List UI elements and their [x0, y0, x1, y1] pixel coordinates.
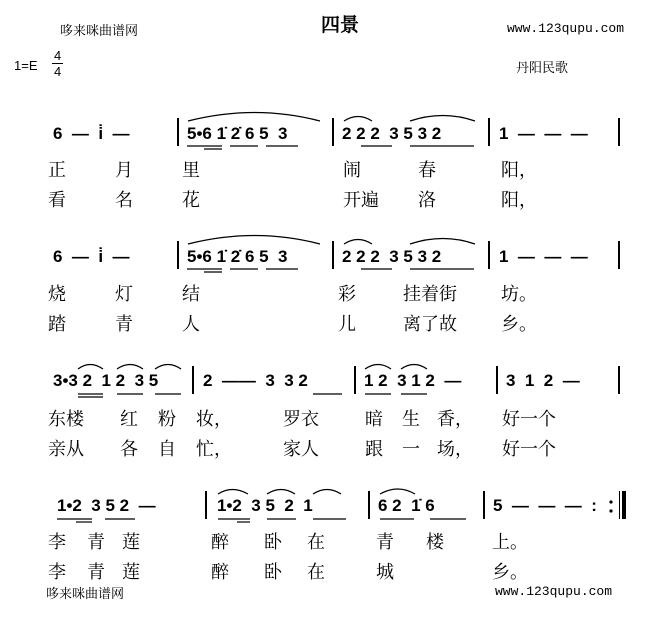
lyric-s4-l1-5: 卧	[264, 532, 282, 553]
lyric-s3-l2-1: 亲从	[48, 439, 84, 460]
slur	[344, 117, 372, 122]
lyric-s4-l2-9: 乡。	[492, 562, 528, 583]
lyric-s3-l1-9: 好一个	[502, 409, 556, 430]
lyric-s2-l2-2: 青	[115, 314, 133, 335]
lyric-s3-l2-8: 场，	[437, 439, 473, 460]
song-origin: 丹阳民歌	[516, 61, 569, 76]
measure-13-notes: 1•2 3 5 2 —	[57, 496, 156, 515]
lyric-s2-l2-1: 踏	[48, 314, 66, 335]
lyric-s4-l2-5: 卧	[264, 562, 282, 583]
slur	[117, 365, 143, 370]
page-title: 四景	[321, 14, 360, 36]
lyric-s2-l1-7: 坊。	[501, 284, 537, 305]
lyric-s4-l1-1: 李	[48, 532, 66, 553]
lyric-s2-l1-1: 烧	[48, 284, 66, 305]
site-url-bottom-right: www.123qupu.com	[495, 584, 613, 599]
slur	[410, 239, 475, 245]
lyric-s1-l2-6: 洛	[418, 190, 436, 211]
measure-1-notes: 6 — i̇ —	[53, 124, 130, 143]
lyric-s2-l2-3: 人	[182, 314, 200, 335]
lyric-s4-l2-6: 在	[307, 562, 325, 583]
lyric-s4-l2-3: 莲	[122, 562, 140, 583]
lyric-s4-l1-6: 在	[307, 532, 325, 553]
measure-8-notes: 1 — — —	[499, 247, 588, 266]
slur	[218, 490, 248, 495]
lyric-s3-l1-4: 妆，	[196, 409, 232, 430]
time-signature-bottom: 4	[54, 64, 62, 79]
measure-3-notes: 2 2 2 3 5 3 2	[342, 124, 442, 143]
lyric-s1-l2-3: 花	[182, 190, 200, 211]
lyric-s4-l1-2: 青	[87, 532, 105, 553]
lyric-s3-l1-2: 红	[120, 409, 138, 430]
measure-10-notes: 2 —— 3 3 2	[203, 371, 308, 390]
lyric-s3-l1-7: 生	[402, 409, 420, 430]
lyric-s1-l2-2: 名	[115, 190, 133, 211]
lyric-s3-l1-3: 粉	[158, 409, 176, 430]
slur	[380, 489, 415, 494]
lyric-s4-l1-8: 楼	[426, 532, 444, 553]
lyric-s1-l2-1: 看	[48, 190, 66, 211]
lyric-s1-l2-7: 阳，	[501, 190, 537, 211]
lyric-s4-l1-3: 莲	[122, 532, 140, 553]
lyric-s1-l1-2: 月	[115, 160, 133, 181]
lyric-s1-l1-1: 正	[48, 160, 66, 181]
measure-14-notes: 1•2 3 5 2 1	[217, 496, 313, 515]
lyric-s1-l1-3: 里	[182, 160, 200, 181]
measure-6-notes: 5•6 1̇ 2̇ 6 5 3	[187, 247, 288, 266]
lyric-s4-l2-7: 城	[376, 562, 394, 583]
lyric-s2-l1-5: 彩	[338, 284, 356, 305]
measure-7-notes: 2 2 2 3 5 3 2	[342, 247, 442, 266]
slur	[188, 113, 320, 122]
measure-15-notes: 6 2 1̇ 6	[378, 496, 435, 515]
lyric-s2-l1-6: 挂着街	[403, 284, 457, 305]
site-name-top-left: 哆来咪曲谱网	[60, 24, 139, 39]
lyric-s3-l2-6: 跟	[365, 439, 383, 460]
lyric-s3-l1-8: 香，	[437, 409, 473, 430]
lyric-s2-l2-7: 乡。	[501, 314, 537, 335]
lyric-s2-l1-3: 结	[182, 284, 200, 305]
lyric-s4-l2-4: 醉	[211, 562, 229, 583]
lyric-s3-l1-6: 暗	[365, 409, 383, 430]
slur	[410, 116, 475, 122]
measure-4-notes: 1 — — —	[499, 124, 588, 143]
lyric-s1-l1-5: 闹	[343, 160, 361, 181]
slur	[188, 236, 320, 245]
lyric-s1-l1-6: 春	[418, 160, 436, 181]
lyric-s3-l2-5: 家人	[283, 439, 319, 460]
lyric-s3-l2-2: 各	[120, 439, 138, 460]
slur	[313, 490, 341, 495]
lyric-s2-l2-5: 儿	[338, 314, 356, 335]
lyric-s3-l1-5: 罗衣	[283, 409, 319, 430]
lyric-s4-l1-4: 醉	[211, 532, 229, 553]
lyric-s3-l2-3: 自	[158, 439, 176, 460]
slur	[344, 240, 372, 245]
lyric-s3-l2-4: 忙，	[196, 439, 232, 460]
lyric-s3-l2-9: 好一个	[502, 439, 556, 460]
site-name-bottom-left: 哆来咪曲谱网	[46, 587, 125, 602]
slur	[267, 490, 295, 495]
measure-5-notes: 6 — i̇ —	[53, 247, 130, 266]
slur	[155, 365, 181, 370]
time-signature-top: 4	[54, 48, 62, 63]
measure-9-notes: 3•3 2 1 2 3 5	[53, 371, 159, 390]
lyric-s4-l2-2: 青	[87, 562, 105, 583]
measure-16-notes: 5 — — — :	[493, 496, 597, 515]
lyric-s4-l1-9: 上。	[492, 532, 528, 553]
lyric-s3-l2-7: 一	[402, 439, 420, 460]
measure-2-notes: 5•6 1̇ 2̇ 6 5 3	[187, 124, 288, 143]
slur	[401, 365, 427, 370]
slur	[78, 365, 103, 370]
lyric-s1-l1-7: 阳，	[501, 160, 537, 181]
lyric-s2-l2-6: 离了故	[403, 314, 457, 335]
site-url-top-right: www.123qupu.com	[507, 21, 625, 36]
key-signature: 1=E	[14, 58, 38, 73]
slur	[365, 365, 391, 370]
lyric-s1-l2-5: 开遍	[343, 190, 379, 211]
lyric-s2-l1-2: 灯	[115, 284, 133, 305]
measure-11-notes: 1 2 3 1 2 —	[364, 371, 462, 390]
lyric-s3-l1-1: 东楼	[48, 409, 84, 430]
lyric-s4-l1-7: 青	[376, 532, 394, 553]
measure-12-notes: 3 1 2 —	[506, 371, 580, 390]
lyric-s4-l2-1: 李	[48, 562, 66, 583]
